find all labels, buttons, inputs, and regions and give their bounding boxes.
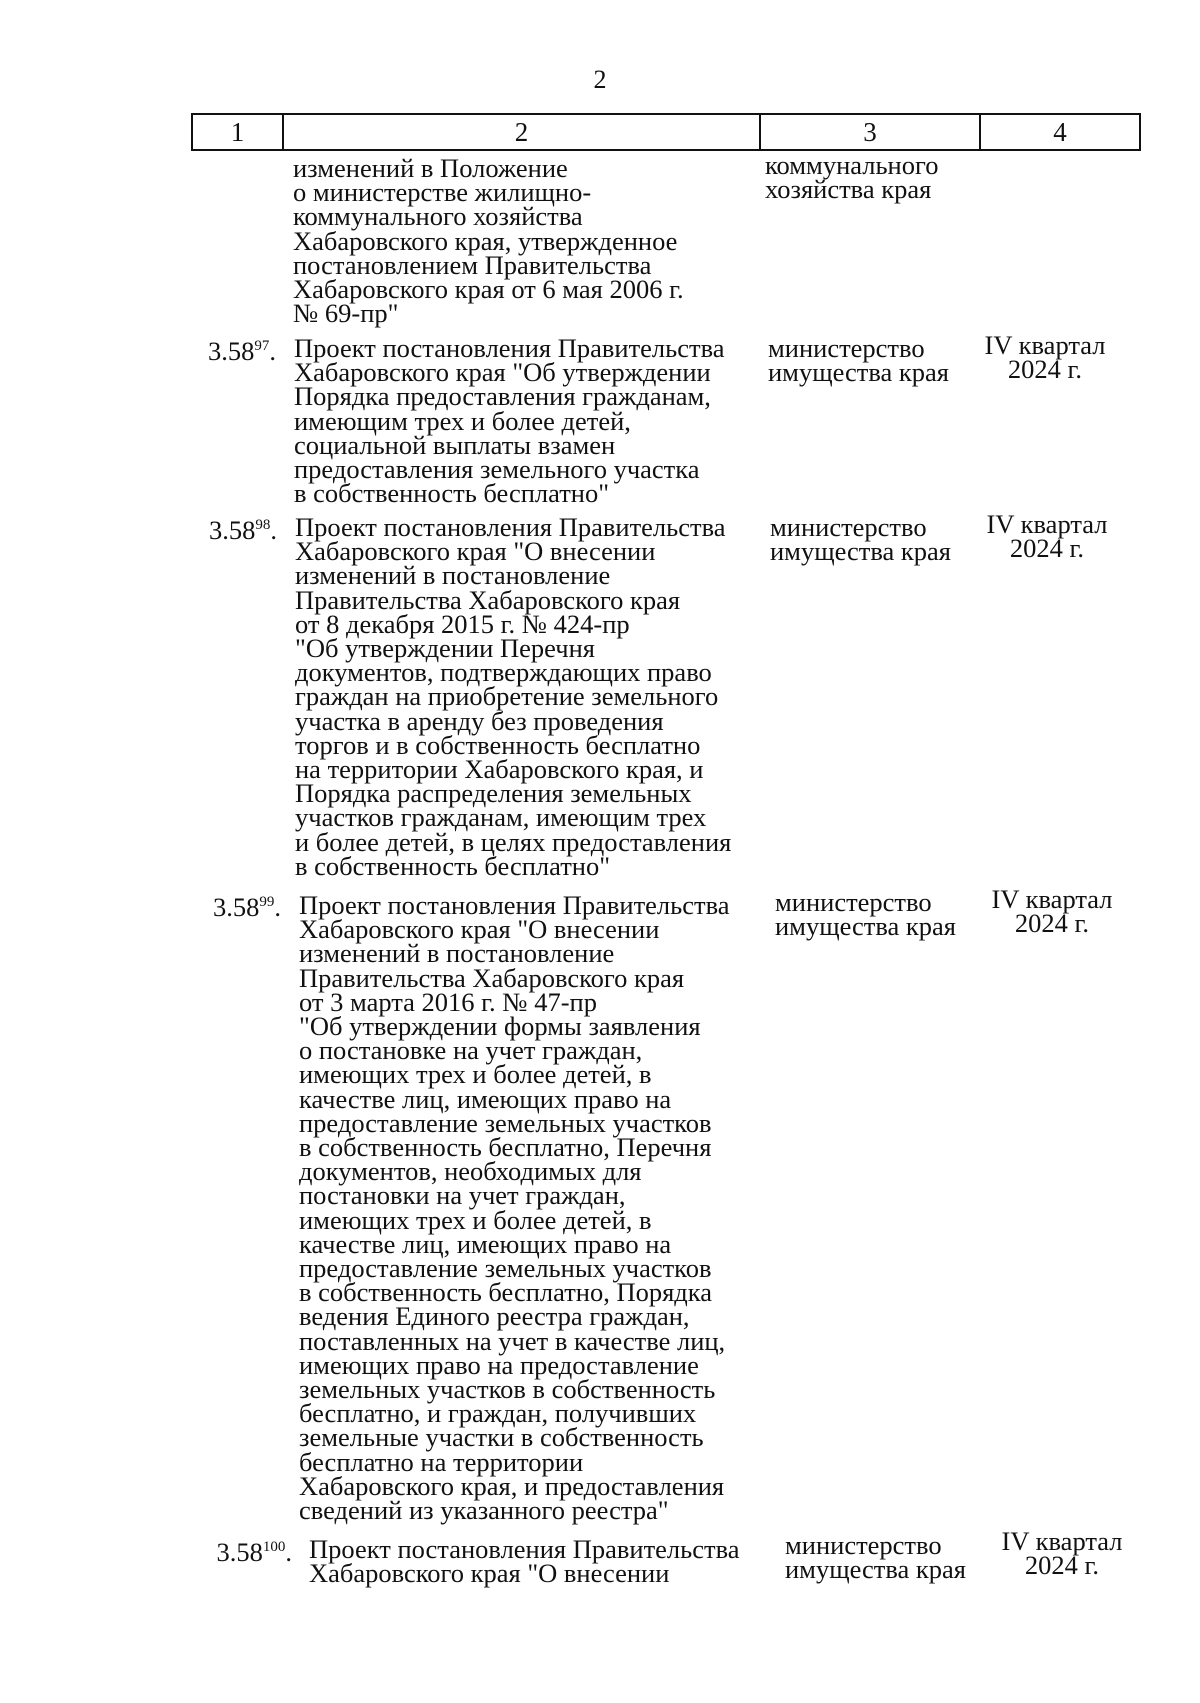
item-number — [181, 892, 281, 922]
item-number-suffix: . — [274, 892, 281, 922]
header-cell-4: 4 — [1053, 117, 1067, 147]
item-organization: министерство имущества края — [768, 333, 949, 388]
item-number-sup: 99 — [259, 894, 275, 911]
item-number — [177, 515, 277, 545]
item-number-base: 3.58 — [216, 1537, 263, 1567]
item-number-sup: 100 — [262, 1539, 286, 1556]
item-description: Проект постановления Правительства Хабаровского края "Об утверждении Порядка предоставления гражданам, имеющим трех и более детей, социальной выплаты взамен предоставления земельного участка в собственность бесплатно" — [294, 333, 725, 509]
item-number-base: 3.58 — [208, 336, 255, 366]
header-cell-3: 3 — [761, 115, 981, 149]
item-deadline: IV квартал 2024 г. — [991, 884, 1113, 939]
item-number-base: 3.58 — [213, 892, 260, 922]
item-description: Проект постановления Правительства Хабаровского края "О внесении — [309, 1534, 740, 1589]
item-number — [176, 336, 276, 366]
continuation-description: изменений в Положение о министерстве жилищно- коммунального хозяйства Хабаровского края, утвержденное постановлением Правительства Хабаровского края от 6 мая 2006 г. № 69-пр" — [293, 153, 684, 329]
item-deadline: IV квартал 2024 г. — [984, 330, 1106, 385]
table-header — [191, 113, 1141, 151]
page-number: 2 — [593, 65, 607, 94]
item-organization: министерство имущества края — [775, 887, 956, 942]
item-number — [192, 1537, 292, 1567]
item-number-suffix: . — [285, 1537, 292, 1567]
item-organization: министерство имущества края — [770, 512, 951, 567]
item-number-sup: 98 — [255, 517, 271, 534]
item-organization: министерство имущества края — [785, 1530, 966, 1585]
item-number-suffix: . — [269, 336, 276, 366]
item-description: Проект постановления Правительства Хабаровского края "О внесении изменений в постановление Правительства Хабаровского края от 8 декабря 2015 г. № 424-пр "Об утверждении Перечня документов, подтверждающих право граждан на приобретение земельного участка в аренду без проведения торгов и в собственность бесплатно на территории Хабаровского края, и Порядка распределения земельных участков гражданам, имеющим трех и более детей, в целях предоставления в собственность бесплатно" — [295, 512, 732, 881]
item-description: Проект постановления Правительства Хабаровского края "О внесении изменений в постановление Правительства Хабаровского края от 3 марта 2016 г. № 47-пр "Об утверждении формы заявления о постановке на учет граждан, имеющих трех и более детей, в качестве лиц, имеющих право на предоставление земельных участков в собственность бесплатно, Перечня документов, необходимых для постановки на учет граждан, имеющих трех и более детей, в качестве лиц, имеющих право на предоставление земельных участков в собственность бесплатно, Порядка ведения Единого реестра граждан, поставленных на учет в качестве лиц, имеющих право на предоставление земельных участков в собственность бесплатно, и граждан, получивших земельные участки в собственность бесплатно на территории Хабаровского края, и предоставления сведений из указанного реестра" — [299, 890, 730, 1526]
item-number-sup: 97 — [254, 338, 270, 355]
item-number-suffix: . — [270, 515, 277, 545]
item-number-base: 3.58 — [209, 515, 256, 545]
item-deadline: IV квартал 2024 г. — [986, 509, 1108, 564]
item-deadline: IV квартал 2024 г. — [1001, 1526, 1123, 1581]
header-cell-2: 2 — [284, 115, 761, 149]
header-cell-1: 1 — [193, 115, 284, 149]
continuation-organization: коммунального хозяйства края — [765, 150, 939, 205]
